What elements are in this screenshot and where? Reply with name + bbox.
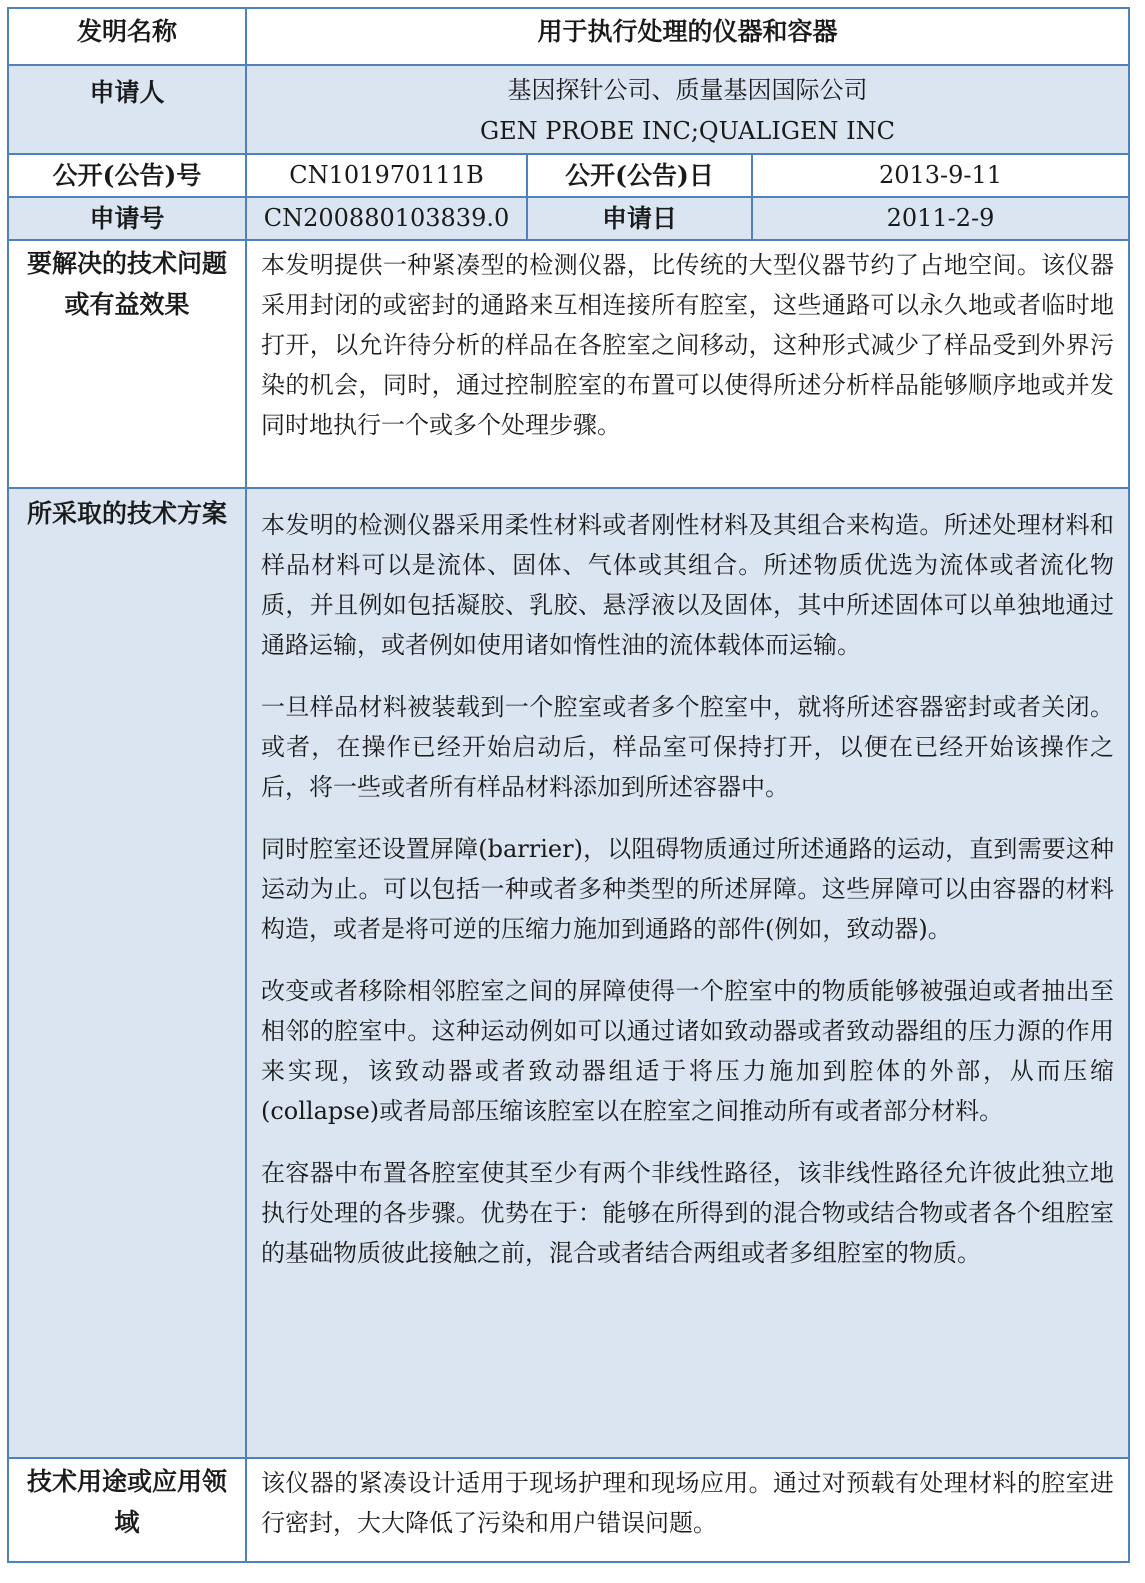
problem-value: 本发明提供一种紧凑型的检测仪器，比传统的大型仪器节约了占地空间。该仪器采用封闭的或密封的通路来互相连接所有腔室，这些通路可以永久地或者临时地打开，以允许待分析的样品在各腔室之间移动，这种形式减少了样品受到外界污染的机会，同时，通过控制腔室的布置可以使得所述分析样品能够顺序地或并发同时地执行一个或多个处理步骤。 xyxy=(246,240,1129,488)
row-application xyxy=(8,197,1129,240)
solution-paragraph: 同时腔室还设置屏障(barrier)，以阻碍物质通过所述通路的运动，直到需要这种运动为止。可以包括一种或者多种类型的所述屏障。这些屏障可以由容器的材料构造，或者是将可逆的压缩力施加到通路的部件(例如，致动器)。 xyxy=(261,835,1114,943)
invention-name-label: 发明名称 xyxy=(8,8,246,65)
invention-name-value: 用于执行处理的仪器和容器 xyxy=(246,8,1129,65)
applicant-value xyxy=(246,65,1129,154)
pub-date-value: 2013-9-11 xyxy=(752,154,1129,197)
applicant-cn: 基因探针公司、质量基因国际公司 xyxy=(507,76,868,104)
applicant-label: 申请人 xyxy=(8,65,246,154)
row-invention-name xyxy=(8,8,1129,65)
row-applicant xyxy=(8,65,1129,154)
app-date-value: 2011-2-9 xyxy=(752,197,1129,240)
row-problem xyxy=(8,240,1129,488)
solution-label: 所采取的技术方案 xyxy=(8,488,246,1458)
application-value: 该仪器的紧凑设计适用于现场护理和现场应用。通过对预载有处理材料的腔室进行密封，大大降低了污染和用户错误问题。 xyxy=(246,1458,1129,1562)
solution-value xyxy=(246,488,1129,1458)
problem-label: 要解决的技术问题或有益效果 xyxy=(8,240,246,488)
row-solution xyxy=(8,488,1129,1458)
app-no-label: 申请号 xyxy=(8,197,246,240)
pub-date-label: 公开(公告)日 xyxy=(527,154,752,197)
solution-paragraph: 一旦样品材料被装载到一个腔室或者多个腔室中，就将所述容器密封或者关闭。或者，在操作已经开始启动后，样品室可保持打开，以便在已经开始该操作之后，将一些或者所有样品材料添加到所述容器中。 xyxy=(261,693,1114,801)
solution-paragraph: 在容器中布置各腔室使其至少有两个非线性路径，该非线性路径允许彼此独立地执行处理的各步骤。优势在于：能够在所得到的混合物或结合物或者各个组腔室的基础物质彼此接触之前，混合或者结合两组或者多组腔室的物质。 xyxy=(261,1159,1114,1267)
row-publication xyxy=(8,154,1129,197)
row-application-field xyxy=(8,1458,1129,1562)
solution-paragraph: 本发明的检测仪器采用柔性材料或者刚性材料及其组合来构造。所述处理材料和样品材料可以是流体、固体、气体或其组合。所述物质优选为流体或者流化物质，并且例如包括凝胶、乳胶、悬浮液以及固体，其中所述固体可以单独地通过通路运输，或者例如使用诸如惰性油的流体载体而运输。 xyxy=(261,511,1114,659)
pub-no-label: 公开(公告)号 xyxy=(8,154,246,197)
app-no-value: CN200880103839.0 xyxy=(246,197,527,240)
solution-paragraph: 改变或者移除相邻腔室之间的屏障使得一个腔室中的物质能够被强迫或者抽出至相邻的腔室中。这种运动例如可以通过诸如致动器或者致动器组的压力源的作用来实现，该致动器或者致动器组适于将压力施加到腔体的外部，从而压缩(collapse)或者局部压缩该腔室以在腔室之间推动所有或者部分材料。 xyxy=(261,977,1114,1125)
app-date-label: 申请日 xyxy=(527,197,752,240)
application-label: 技术用途或应用领域 xyxy=(8,1458,246,1562)
applicant-en: GEN PROBE INC;QUALIGEN INC xyxy=(479,117,895,145)
pub-no-value: CN101970111B xyxy=(246,154,527,197)
patent-info-table xyxy=(7,7,1130,1563)
